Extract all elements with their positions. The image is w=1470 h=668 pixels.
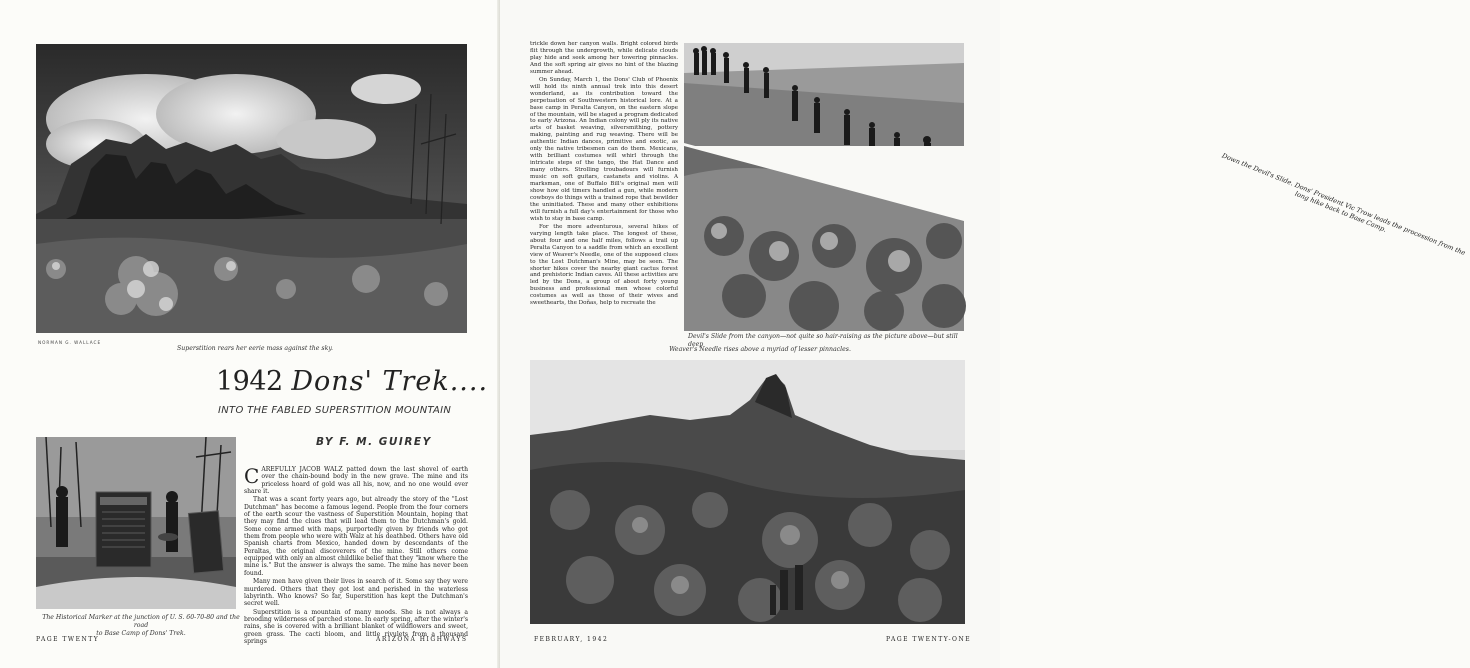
diagonal-caption: Down the Devil's Slide. Dons' President Vic Trow leads the procession from the long hike back to Base Camp. (1220, 151, 1467, 258)
weavers-needle-photo (530, 360, 965, 624)
photo-credit: NORMAN G. WALLACE (38, 340, 102, 345)
folio-magazine-title: ARIZONA HIGHWAYS (376, 636, 468, 643)
devils-slide-canyon-photo (684, 146, 964, 331)
marker-caption (36, 614, 246, 637)
title-year: 1942 (216, 366, 283, 397)
left-page (0, 0, 500, 668)
marker-caption-line2: to Base Camp of Dons' Trek. (96, 629, 186, 637)
right-page (500, 0, 1467, 668)
marker-caption-line1: The Historical Marker at the junction of U. S. 60-70-80 and the road (42, 614, 240, 629)
folio-date: FEBRUARY, 1942 (534, 636, 609, 643)
superstition-mountain-photo (36, 44, 467, 333)
drop-cap: C (244, 464, 260, 488)
paragraph: On Sunday, March 1, the Dons' Club of Phoenix will hold its ninth annual trek into this desert wonderland, as its contribution toward the perpetuation of Southwestern historical lore. At a base camp in Peralta Canyon, on the eastern slope of the mountain, will be staged a program dedicated to early Arizona. An Indian colony will ply its native arts of basket weaving, silversmithing, pottery making, painting and rug weaving. There will be authentic Indian dances, primitive and exotic, as only the native tribesmen can do them. Mexicans, with brilliant costumes will whirl through the intricate steps of the tango, the Hat Dance and many others. Strolling troubadours will furnish music on soft guitars, castanets and violins. A marksman, one of Buffalo Bill's original men will show how old timers handled a gun, while modern cowboys do things with a trained rope that bewilder the uninitiated. These and many other exhibitions will furnish a full day's entertainment for those who wish to stay in base camp. (530, 76, 678, 222)
historical-marker-photo (36, 437, 236, 609)
top-photo-caption: Superstition rears her eerie mass against the sky. (177, 345, 333, 352)
paragraph: Superstition is a mountain of many moods. She is not always a brooding wilderness of parched stone. In early spring, after the winter's rains, she is covered with a brilliant blanket of wildflowers and sweet, green grass. The cacti bloom, and little rivulets from a thousand springs (244, 608, 468, 645)
article-title (216, 366, 488, 397)
folio-page-number-left: PAGE TWENTY (36, 636, 100, 643)
needle-caption: Weaver's Needle rises above a myriad of lesser pinnacles. (669, 346, 851, 353)
article-body-right (530, 41, 678, 308)
paragraph: CAREFULLY JACOB WALZ patted down the last shovel of earth over the chain-bound body in the new grave. The mine and its priceless hoard of gold was all his, now, and no one would ever share it. (244, 464, 468, 496)
title-script: Dons' Trek.... (291, 366, 489, 397)
slide-caption: Devil's Slide from the canyon—not quite so hair-raising as the picture above—but still deep (688, 333, 958, 348)
folio-page-number-right: PAGE TWENTY-ONE (886, 636, 972, 643)
article-body-left (244, 466, 468, 646)
byline: BY F. M. GUIREY (316, 436, 432, 448)
paragraph: trickle down her canyon walls. Bright colored birds flit through the undergrowth, while delicate clouds play hide and seek among her towering pinnacles. And the soft spring air gives no hint of the blazing summer ahead. (530, 41, 678, 75)
paragraph: Many men have given their lives in search of it. Some say they were murdered. Others that they got lost and perished in the waterless labyrinth. Who knows? So far, Superstition has kept the Dutchman's secret well. (244, 578, 468, 608)
paragraph: That was a scant forty years ago, but already the story of the "Lost Dutchman" has become a famous legend. People from the four corners of the earth scour the vastness of Superstition Mountain, hoping that they may find the clues that will lead them to the Dutchman's gold. Some come armed with maps, purportedly given by friends who got them from people who were with Walz at his deathbed. Others have old Spanish charts from Mexico, handed down by descendants of the Peraltas, the original discoverers of the mine. Still others come equipped with only an almost childlike belief that they "know where the mine is." But the answer is always the same. The mine has never been found. (244, 496, 468, 577)
article-subtitle: INTO THE FABLED SUPERSTITION MOUNTAIN (218, 405, 452, 416)
paragraph: For the more adventurous, several hikes of varying length take place. The longest of these, about four and one half miles, follows a trail up Peralta Canyon to a saddle from which an excellent view of Weaver's Needle, one of the supposed clues to the Lost Dutchman's Mine, may be seen. The shorter hikes cover the nearby giant cactus forest and prehistoric Indian caves. All these activities are led by the Dons, a group of about forty young business and professional men whose colorful costumes as well as those of their wives and sweethearts, the Doñas, help to recreate the (530, 223, 678, 307)
